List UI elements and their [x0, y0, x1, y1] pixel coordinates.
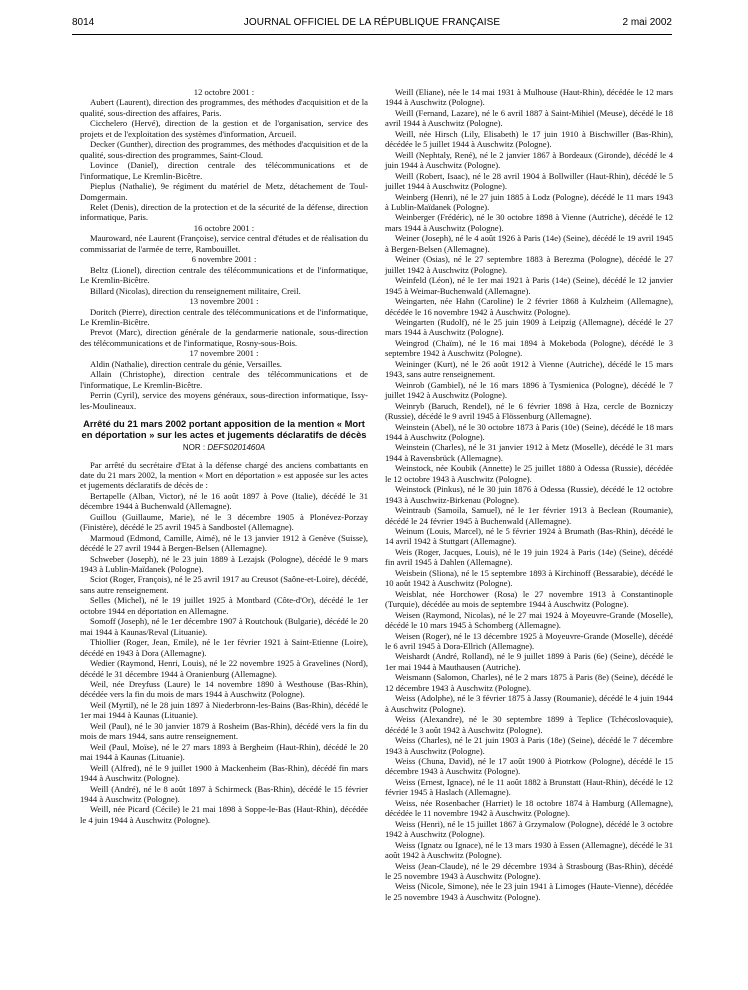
nomination-entry: Mauroward, née Laurent (Françoise), service central d'études et de réalisation du commissariat de l'armée de terre, Rambouillet. [80, 233, 368, 254]
nomination-entry: Lovince (Daniel), direction centrale des télécommunications et de l'informatique, Le Kremlin-Bicêtre. [80, 160, 368, 181]
decedent-entry: Weintraub (Samoila, Samuel), né le 1er février 1913 à Beclean (Roumanie), décédé le 24 février 1945 à Buchenwald (Allemagne). [385, 505, 673, 526]
arrete-intro: Par arrêté du secrétaire d'Etat à la défense chargé des anciens combattants en date du 21 mars 2002, la mention « Mort en déportation » est apposée sur les actes et jugements déclaratifs de décès de : [80, 459, 368, 491]
decedent-entry: Somoff (Joseph), né le 1er décembre 1907 à Routchouk (Bulgarie), décédé le 20 mai 1944 à Kaunas/Reval (Lituanie). [80, 616, 368, 637]
decedent-entry: Weiss (Alexandre), né le 30 septembre 1899 à Teplice (Tchécoslovaquie), décédé le 3 août 1942 à Auschwitz (Pologne). [385, 714, 673, 735]
decedent-entry: Wedier (Raymond, Henri, Louis), né le 22 novembre 1925 à Gravelines (Nord), décédé le 31 décembre 1944 à Oranienburg (Allemagne). [80, 658, 368, 679]
arrete-title: Arrêté du 21 mars 2002 portant apposition de la mention « Mort en déportation » sur les actes et jugements déclaratifs de décès [81, 418, 367, 441]
decedent-entry: Weiss, née Rosenbacher (Harriet) le 18 octobre 1874 à Hamburg (Allemagne), décédée le 11 novembre 1942 à Auschwitz (Pologne). [385, 797, 673, 819]
decedent-entry: Weininger (Kurt), né le 26 août 1912 à Vienne (Autriche), décédé le 15 mars 1943, sans autre renseignement. [385, 358, 673, 380]
nomination-entry: Beltz (Lionel), direction centrale des télécommunications et de l'informatique, Le Kremlin-Bicêtre. [80, 264, 368, 286]
decedent-entry: Weiss (Chuna, David), né le 17 août 1900 à Piotrkow (Pologne), décédé le 15 décembre 1943 à Auschwitz (Pologne). [385, 756, 673, 777]
decedent-entry: Weill (André), né le 8 août 1897 à Schirmeck (Bas-Rhin), décédé le 15 février 1944 à Auschwitz (Pologne). [80, 783, 368, 804]
decedent-entry: Weinstock, née Koubik (Annette) le 25 juillet 1880 à Odessa (Russie), décédée le 12 octobre 1943 à Auschwitz (Pologne). [385, 463, 673, 484]
decedent-entry: Weinum (Louis, Marcel), né le 5 février 1924 à Brumath (Bas-Rhin), décédé le 14 avril 1942 à Stuttgart (Allemagne). [385, 526, 673, 547]
nomination-entry: Aubert (Laurent), direction des programmes, des méthodes d'acquisition et de la qualité, sous-direction des affaires, Paris. [80, 97, 368, 118]
nomination-entry: Billard (Nicolas), direction du renseignement militaire, Creil. [90, 285, 301, 296]
nor-label: NOR : [182, 443, 206, 453]
decedent-entry: Weill (Robert, Isaac), né le 28 avril 1904 à Bollwiller (Haut-Rhin), décédé le 5 juillet 1944 à Auschwitz (Pologne). [385, 170, 673, 192]
section-date: 17 novembre 2001 : [189, 348, 259, 359]
nomination-entry: Allain (Christophe), direction centrale des télécommunications et de l'informatique, Le Kremlin-Bicêtre. [80, 369, 368, 390]
nor-reference [80, 443, 368, 453]
page-number: 8014 [72, 17, 95, 28]
decedents-list-right [385, 87, 673, 902]
decedent-entry: Weill (Nephtaly, René), né le 2 janvier 1867 à Bordeaux (Gironde), décédé le 4 juin 1944 à Auschwitz (Pologne). [385, 149, 673, 171]
decedent-entry: Weingarten, née Hahn (Caroline) le 2 février 1868 à Kulzheim (Allemagne), décédée le 16 novembre 1942 à Auschwitz (Pologne). [385, 296, 673, 317]
nor-code: DEFS0201460A [207, 443, 266, 453]
decedent-entry: Weingarten (Rudolf), né le 25 juin 1909 à Leipzig (Allemagne), décédé le 27 mars 1944 à Auschwitz (Pologne). [385, 316, 673, 338]
journal-title: JOURNAL OFFICIEL DE LA RÉPUBLIQUE FRANÇAISE [243, 17, 501, 28]
nominations-list [80, 87, 368, 411]
decedent-entry: Weil, née Dreyfuss (Laure) le 14 novembre 1890 à Westhouse (Bas-Rhin), décédée vers la fin du mois de mars 1944 à Auschwitz (Pologne). [80, 679, 368, 700]
decedent-entry: Weiss (Henri), né le 15 juillet 1867 à Grzymalow (Pologne), décédé le 3 octobre 1942 à Auschwitz (Pologne). [385, 818, 673, 840]
spacer [80, 411, 368, 418]
nomination-entry: Decker (Gunther), direction des programmes, des méthodes d'acquisition et de la qualité, sous-direction des programmes, Saint-Cloud. [80, 139, 368, 160]
decedent-entry: Weinryb (Baruch, Rendel), né le 6 février 1898 à Hza, cercle de Bozniczy (Russie), décédé le 9 avril 1945 à Flössenburg (Allemagne). [385, 400, 673, 422]
decedent-entry: Weishardt (André, Rolland), né le 9 juillet 1899 à Paris (6e) (Seine), décédé le 1er mai 1944 à Mauthausen (Autriche). [385, 651, 673, 672]
page-header [72, 17, 672, 33]
decedent-entry: Selles (Michel), né le 19 juillet 1925 à Montbard (Côte-d'Or), décédé le 1er octobre 1944 en déportation en Allemagne. [80, 595, 368, 616]
decedent-entry: Weis (Roger, Jacques, Louis), né le 19 juin 1924 à Paris (14e) (Seine), décédé fin avril 1945 à Dahlen (Allemagne). [385, 546, 673, 568]
decedent-entry: Weinfeld (Léon), né le 1er mai 1921 à Paris (14e) (Seine), décédé le 12 janvier 1945 à Weimar-Buchenwald (Allemagne). [385, 275, 673, 296]
decedent-entry: Bertapelle (Alban, Victor), né le 16 août 1897 à Pove (Italie), décédé le 31 décembre 1944 à Buchenwald (Allemagne). [80, 490, 368, 512]
decedent-entry: Marmoud (Edmond, Camille, Aimé), né le 13 janvier 1912 à Genève (Suisse), décédé le 27 avril 1944 à Bergen-Belsen (Allemagne). [80, 532, 368, 554]
left-column [80, 87, 368, 825]
nomination-entry: Cicchelero (Hervé), direction de la gestion et de l'organisation, service des projets et de l'exploitation des systèmes d'information, Arcueil. [80, 118, 368, 139]
decedent-entry: Sciot (Roger, François), né le 25 avril 1917 au Creusot (Saône-et-Loire), décédé, sans autre renseignement. [80, 574, 368, 595]
decedent-entry: Weill (Fernand, Lazare), né le 6 avril 1887 à Saint-Mihiel (Meuse), décédé le 18 avril 1944 à Auschwitz (Pologne). [385, 107, 673, 129]
header-rule [72, 34, 672, 35]
decedent-entry: Weiss (Nicole, Simone), née le 23 juin 1941 à Limoges (Haute-Vienne), décédée le 25 novembre 1943 à Auschwitz (Pologne). [385, 881, 673, 902]
decedent-entry: Weil (Paul), né le 30 janvier 1879 à Rosheim (Bas-Rhin), décédé vers la fin du mois de mars 1944, sans autre renseignement. [80, 720, 368, 742]
nomination-entry: Pieplus (Nathalie), 9e régiment du matériel de Metz, détachement de Toul-Domgermain. [80, 181, 368, 202]
decedent-entry: Weingrod (Chaïm), né le 16 mai 1894 à Mokeboda (Pologne), décédé le 3 septembre 1942 à Auschwitz (Pologne). [385, 337, 673, 359]
decedent-entry: Weismann (Salomon, Charles), né le 2 mars 1875 à Paris (8e) (Seine), décédé le 12 décembre 1943 à Auschwitz (Pologne). [385, 672, 673, 693]
decedent-entry: Weisen (Roger), né le 13 décembre 1925 à Moyeuvre-Grande (Moselle), décédé le 6 avril 1945 à Dora-Ellrich (Allemagne). [385, 630, 673, 652]
decedent-entry: Weill, née Hirsch (Lily, Elisabeth) le 17 juin 1910 à Bischwiller (Bas-Rhin), décédée le 5 juillet 1944 à Auschwitz (Pologne). [385, 128, 673, 150]
nomination-entry: Aldin (Nathalie), direction centrale du génie, Versailles. [90, 358, 282, 369]
section-date: 13 novembre 2001 : [189, 296, 259, 307]
decedent-entry: Weill, née Picard (Cécile) le 21 mai 1898 à Soppe-le-Bas (Haut-Rhin), décédée le 4 juin 1944 à Auschwitz (Pologne). [80, 804, 368, 825]
decedent-entry: Weiss (Adolphe), né le 3 février 1875 à Jassy (Roumanie), décédé le 4 juin 1944 à Auschwitz (Pologne). [385, 693, 673, 714]
nomination-entry: Doritch (Pierre), direction centrale des télécommunications et de l'informatique, Le Kremlin-Bicêtre. [80, 306, 368, 327]
decedent-entry: Weinberger (Frédéric), né le 30 octobre 1898 à Vienne (Autriche), décédé le 12 mars 1944 à Auschwitz (Pologne). [385, 212, 673, 233]
decedent-entry: Weisbein (Sliona), né le 15 septembre 1893 à Kirchinoff (Bessarabie), décédé le 10 août 1942 à Auschwitz (Pologne). [385, 567, 673, 589]
decedent-entry: Weinstock (Pinkus), né le 30 juin 1876 à Odessa (Russie), décédé le 12 octobre 1943 à Auschwitz-Birkenau (Pologne). [385, 484, 673, 505]
decedent-entry: Weiss (Ignatz ou Ignace), né le 13 mars 1930 à Essen (Allemagne), décédé le 31 août 1942 à Auschwitz (Pologne). [385, 839, 673, 861]
decedent-entry: Weisblat, née Horchower (Rosa) le 27 novembre 1913 à Constantinople (Turquie), décédée au mois de septembre 1944 à Auschwitz (Pologne). [385, 588, 673, 610]
decedent-entry: Schweber (Joseph), né le 23 juin 1889 à Lezajsk (Pologne), décédé le 9 mars 1943 à Lublin-Maïdanek (Pologne). [80, 553, 368, 575]
decedent-entry: Weil (Paul, Moïse), né le 27 mars 1893 à Bergheim (Haut-Rhin), décédé le 20 mai 1944 à Kaunas (Lituanie). [80, 741, 368, 763]
decedent-entry: Weiss (Jean-Claude), né le 29 décembre 1934 à Strasbourg (Bas-Rhin), décédé le 25 novembre 1943 à Auschwitz (Pologne). [385, 860, 673, 881]
decedent-entry: Guillou (Guillaume, Marie), né le 3 décembre 1905 à Plonévez-Porzay (Finistère), décédé le 25 avril 1945 à Sandbostel (Allemagne). [80, 511, 368, 533]
decedent-entry: Weisen (Raymond, Nicolas), né le 27 mai 1924 à Moyeuvre-Grande (Moselle), décédé le 10 mars 1945 à Schomberg (Allemagne). [385, 609, 673, 631]
decedent-entry: Weinberg (Henri), né le 27 juin 1885 à Lodz (Pologne), décédé le 11 mars 1943 à Lublin-Maïdanek (Pologne). [385, 191, 673, 212]
right-column [385, 87, 673, 902]
decedent-entry: Weiner (Joseph), né le 4 août 1926 à Paris (14e) (Seine), décédé le 19 avril 1945 à Bergen-Belsen (Allemagne). [385, 233, 673, 254]
decedent-entry: Weinstein (Charles), né le 31 janvier 1912 à Metz (Moselle), décédé le 31 mars 1944 à Ravensbrück (Allemagne). [385, 442, 673, 463]
decedent-entry: Weiss (Ernest, Ignace), né le 11 août 1882 à Brunstatt (Haut-Rhin), décédé le 12 février 1945 à Haslach (Allemagne). [385, 776, 673, 798]
decedent-entry: Weill (Alfred), né le 9 juillet 1900 à Mackenheim (Bas-Rhin), décédé fin mars 1944 à Auschwitz (Pologne). [80, 762, 368, 784]
nomination-entry: Perrin (Cyril), service des moyens généraux, sous-direction informatique, Issy-les-Moulineaux. [80, 390, 368, 411]
decedents-list-left [80, 491, 368, 826]
nomination-entry: Relet (Denis), direction de la protection et de la sécurité de la défense, direction informatique, Paris. [80, 201, 368, 223]
section-date: 12 octobre 2001 : [193, 87, 255, 97]
issue-date: 2 mai 2002 [622, 17, 672, 28]
section-date: 16 octobre 2001 : [193, 222, 255, 233]
decedent-entry: Thiollier (Roger, Jean, Emile), né le 1er février 1921 à Saint-Etienne (Loire), décédé en 1943 à Dora (Allemagne). [80, 637, 368, 658]
decedent-entry: Weiner (Osias), né le 27 septembre 1883 à Berezma (Pologne), décédé le 27 juillet 1942 à Auschwitz (Pologne). [385, 254, 673, 275]
decedent-entry: Weil (Myrtil), né le 28 juin 1897 à Niederbronn-les-Bains (Bas-Rhin), décédé le 1er mai 1944 à Kaunas (Lituanie). [80, 699, 368, 721]
nomination-entry: Prevot (Marc), direction générale de la gendarmerie nationale, sous-direction des télécommunications et de l'informatique, Rosny-sous-Bois. [80, 327, 368, 348]
section-date: 6 novembre 2001 : [191, 254, 257, 265]
decedent-entry: Weill (Eliane), née le 14 mai 1931 à Mulhouse (Haut-Rhin), décédée le 12 mars 1944 à Auschwitz (Pologne). [385, 87, 673, 108]
decedent-entry: Weiss (Charles), né le 21 juin 1903 à Paris (18e) (Seine), décédé le 7 décembre 1943 à Auschwitz (Pologne). [385, 735, 673, 756]
decedent-entry: Weinstein (Abel), né le 30 octobre 1873 à Paris (10e) (Seine), décédé le 18 mars 1944 à Auschwitz (Pologne). [385, 421, 673, 442]
decedent-entry: Weinrob (Gambiel), né le 16 mars 1896 à Tysmienica (Pologne), décédé le 7 juillet 1942 à Auschwitz (Pologne). [385, 379, 673, 401]
